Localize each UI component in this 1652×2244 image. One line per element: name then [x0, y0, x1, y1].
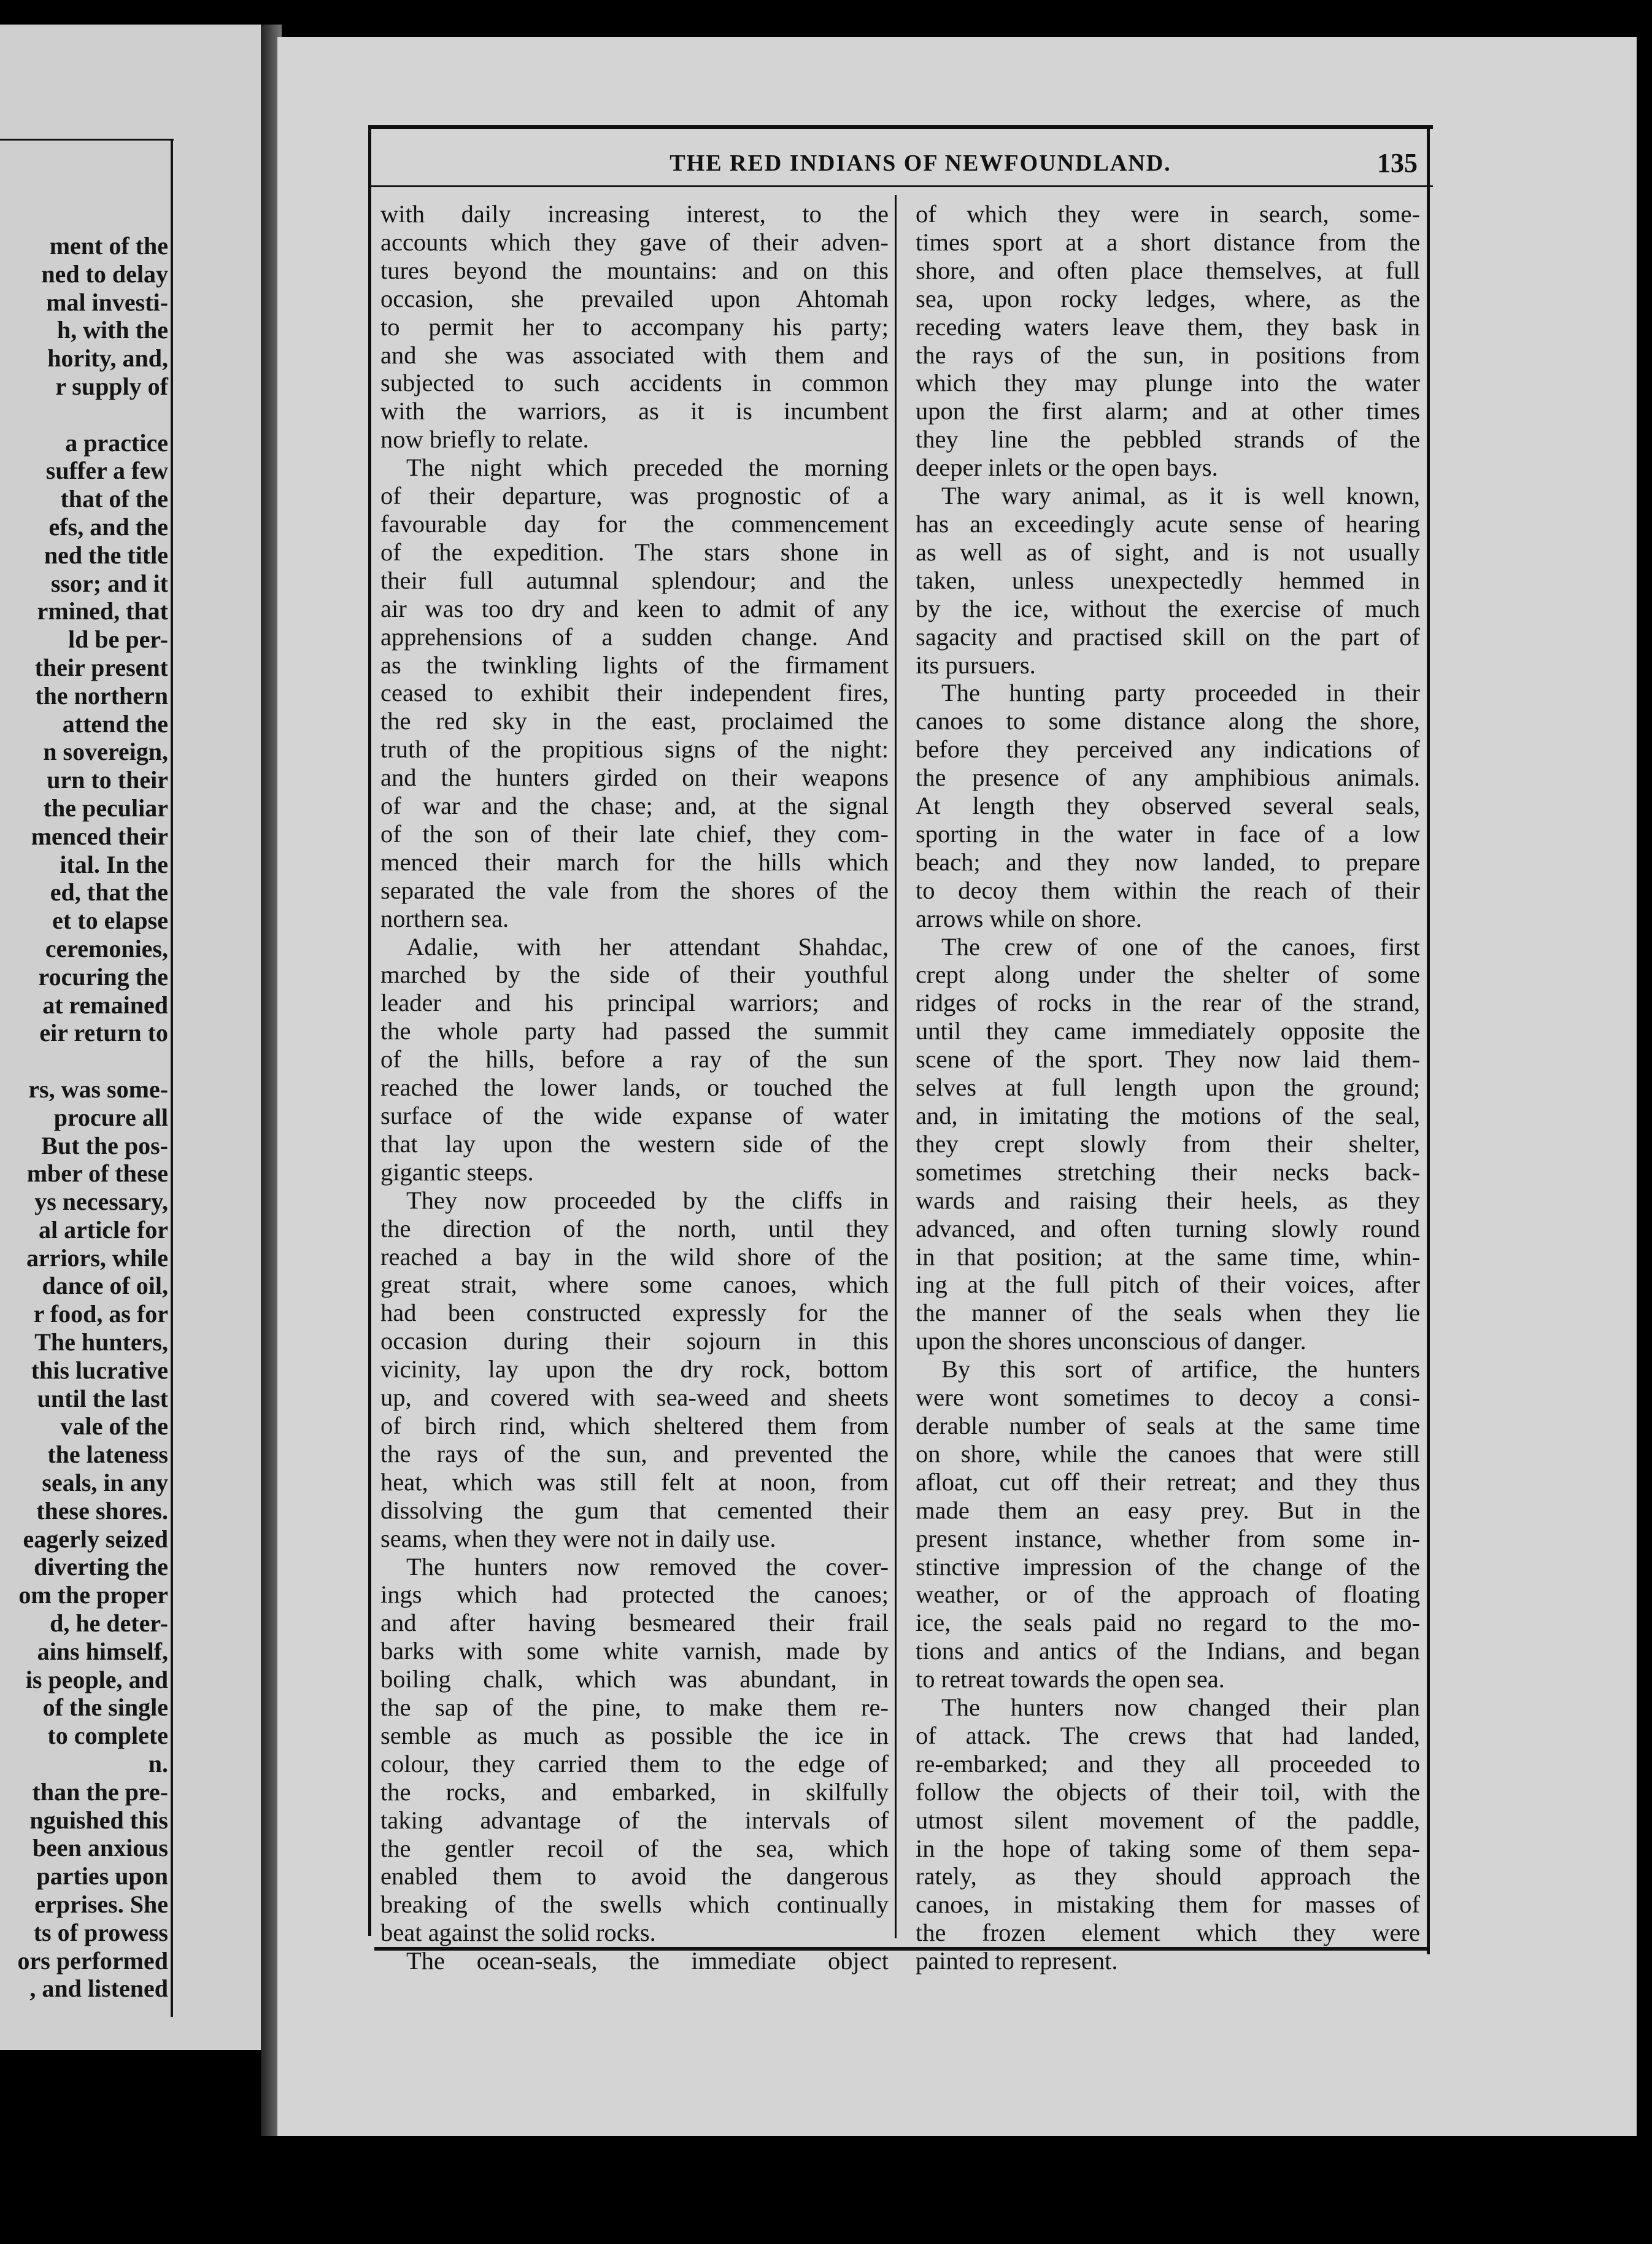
text-line: to retreat towards the open sea.: [916, 1665, 1225, 1693]
text-line: northern sea.: [380, 904, 509, 932]
text-line: stinctive impression of the change of the: [916, 1552, 1420, 1580]
text-line: leader and his principal warriors; and: [380, 989, 889, 1017]
text-line: barks with some white varnish, made by: [380, 1637, 889, 1665]
text-line: the frozen element which they were: [916, 1919, 1420, 1947]
text-line: times sport at a short distance from the: [916, 228, 1420, 256]
text-line: sea, upon rocky ledges, where, as the: [916, 284, 1420, 312]
text-line: The hunters now changed their plan: [941, 1693, 1420, 1722]
text-line: ice, the seals paid no regard to the mo-: [916, 1609, 1420, 1637]
text-line: gigantic steeps.: [380, 1158, 534, 1186]
header-rule: [368, 185, 1433, 187]
facing-page-line: erprises. She: [34, 1890, 168, 1919]
facing-page-line: a practice: [65, 428, 168, 457]
facing-page-line: ned the title: [44, 541, 168, 569]
text-line: the whole party had passed the summit: [380, 1017, 889, 1045]
text-line: accounts which they gave of their adven-: [380, 228, 889, 256]
text-line: made them an easy prey. But in the: [916, 1496, 1420, 1524]
text-line: by the ice, without the exercise of much: [916, 594, 1420, 622]
text-line: heat, which was still felt at noon, from: [380, 1468, 889, 1496]
frame-right-rule: [1427, 125, 1430, 1954]
text-line: in that position; at the same time, whin-: [916, 1242, 1420, 1271]
text-line: occasion during their sojourn in this: [380, 1327, 889, 1355]
text-line: up, and covered with sea-weed and sheets: [380, 1383, 889, 1412]
text-line: and after having besmeared their frail: [380, 1609, 889, 1637]
text-line: were wont sometimes to decoy a consi-: [916, 1383, 1420, 1412]
facing-page-line: efs, and the: [48, 513, 168, 541]
text-line: great strait, where some canoes, which: [380, 1271, 889, 1299]
text-line: re-embarked; and they all proceeded to: [916, 1749, 1420, 1778]
facing-page-line: ceremonies,: [45, 934, 168, 962]
facing-page-line: ed, that the: [50, 878, 168, 907]
text-line: separated the vale from the shores of the: [380, 876, 889, 904]
text-line: upon the first alarm; and at other times: [916, 397, 1420, 425]
text-line: now briefly to relate.: [380, 425, 589, 454]
frame-left-rule: [368, 125, 371, 1936]
text-line: seams, when they were not in daily use.: [380, 1524, 776, 1552]
text-line: enabled them to avoid the dangerous: [380, 1862, 889, 1890]
text-line: The crew of one of the canoes, first: [941, 932, 1420, 961]
facing-page-line: nguished this: [29, 1806, 168, 1834]
text-line: its pursuers.: [916, 651, 1036, 679]
facing-page-line: vale of the: [60, 1412, 168, 1441]
frame-top-rule: [368, 125, 1433, 129]
facing-page-line: at remained: [42, 991, 168, 1019]
text-line: The night which preceded the morning: [406, 454, 889, 482]
text-line: ings which had protected the canoes;: [380, 1580, 889, 1609]
facing-page-line: ment of the: [49, 232, 168, 260]
text-line: selves at full length upon the ground;: [916, 1074, 1420, 1102]
facing-page-line: But the pos-: [41, 1131, 168, 1159]
facing-page-line: ssor; and it: [50, 569, 168, 597]
facing-page-line: the peculiar: [43, 794, 168, 822]
text-line: on shore, while the canoes that were still: [916, 1439, 1420, 1468]
text-line: in the hope of taking some of them sepa-: [916, 1834, 1420, 1862]
text-line: as well as of sight, and is not usually: [916, 538, 1420, 566]
text-line: beat against the solid rocks.: [380, 1919, 656, 1947]
facing-page-line: diverting the: [34, 1553, 168, 1581]
text-line: of the hills, before a ray of the sun: [380, 1045, 889, 1074]
facing-page-line: et to elapse: [52, 907, 168, 935]
text-line: with the warriors, as it is incumbent: [380, 397, 889, 425]
facing-page-line: these shores.: [36, 1496, 168, 1525]
text-line: the red sky in the east, proclaimed the: [380, 707, 889, 735]
text-line: and the hunters girded on their weapons: [380, 764, 889, 792]
text-line: receding waters leave them, they bask in: [916, 312, 1420, 341]
facing-page-line: eir return to: [39, 1019, 168, 1047]
running-head: THE RED INDIANS OF NEWFOUNDLAND.: [670, 150, 1171, 176]
facing-page-line: [0, 1047, 172, 1075]
facing-page-line: attend the: [62, 710, 168, 738]
text-line: beach; and they now landed, to prepare: [916, 848, 1420, 876]
text-line: had been constructed expressly for the: [380, 1299, 889, 1327]
text-line: as the twinkling lights of the firmament: [380, 651, 889, 679]
facing-page-line: dance of oil,: [42, 1272, 168, 1300]
text-line: of the son of their late chief, they com-: [380, 819, 889, 848]
text-line: the sap of the pine, to make them re-: [380, 1693, 889, 1722]
text-line: the gentler recoil of the sea, which: [380, 1834, 889, 1862]
text-line: the direction of the north, until they: [380, 1214, 889, 1242]
facing-page-line: om the proper: [18, 1581, 168, 1609]
text-line: menced their march for the hills which: [380, 848, 889, 876]
text-line: apprehensions of a sudden change. And: [380, 622, 889, 651]
text-line: which they may plunge into the water: [916, 369, 1420, 397]
text-line: and she was associated with them and: [380, 341, 889, 369]
text-line: canoes, in mistaking them for masses of: [916, 1890, 1420, 1919]
text-column-right: [916, 200, 1420, 1975]
text-line: ceased to exhibit their independent fires,: [380, 679, 889, 707]
facing-page-line: the lateness: [47, 1441, 168, 1469]
text-line: By this sort of artifice, the hunters: [941, 1355, 1420, 1383]
facing-page-line: is people, and: [25, 1665, 168, 1693]
text-line: of war and the chase; and, at the signal: [380, 792, 889, 820]
text-line: boiling chalk, which was abundant, in: [380, 1665, 889, 1693]
text-line: favourable day for the commencement: [380, 509, 889, 538]
facing-page-line: ors performed: [17, 1946, 168, 1975]
facing-page-line: al article for: [39, 1215, 168, 1244]
facing-page-line: , and listened: [29, 1975, 168, 2003]
facing-page-line: d, he deter-: [50, 1609, 168, 1638]
facing-page-line: The hunters,: [34, 1328, 168, 1356]
text-line: The hunting party proceeded in their: [941, 679, 1420, 707]
text-line: tures beyond the mountains: and on this: [380, 256, 889, 284]
text-line: of birch rind, which sheltered them from: [380, 1411, 889, 1439]
text-line: the rocks, and embarked, in skilfully: [380, 1778, 889, 1806]
text-line: At length they observed several seals,: [916, 792, 1420, 820]
facing-page-text: [0, 232, 172, 2003]
text-line: present instance, whether from some in-: [916, 1524, 1420, 1552]
text-line: ridges of rocks in the rear of the strand,: [916, 989, 1420, 1017]
text-line: of their departure, was prognostic of a: [380, 482, 889, 510]
facing-page-line: rocuring the: [38, 962, 168, 991]
text-line: canoes to some distance along the shore,: [916, 707, 1420, 735]
facing-page-line: than the pre-: [32, 1778, 168, 1806]
text-line: has an exceedingly acute sense of hearing: [916, 509, 1420, 538]
facing-page-line: ts of prowess: [33, 1918, 168, 1946]
text-line: crept along under the shelter of some: [916, 961, 1420, 989]
text-line: of which they were in search, some-: [916, 200, 1420, 228]
text-line: reached the lower lands, or touched the: [380, 1074, 889, 1102]
facing-page-line: n.: [148, 1750, 168, 1778]
facing-page-line: that of the: [60, 485, 168, 513]
facing-page-line: rs, was some-: [28, 1075, 168, 1103]
facing-page-line: of the single: [42, 1693, 168, 1722]
text-line: truth of the propitious signs of the night:: [380, 735, 889, 764]
facing-page-line: arriors, while: [26, 1244, 168, 1272]
text-line: follow the objects of their toil, with the: [916, 1778, 1420, 1806]
text-line: The hunters now removed the cover-: [406, 1552, 889, 1580]
facing-page-line: procure all: [53, 1103, 168, 1131]
text-line: with daily increasing interest, to the: [380, 200, 889, 228]
text-line: advanced, and often turning slowly round: [916, 1214, 1420, 1242]
text-line: shore, and often place themselves, at full: [916, 256, 1420, 284]
text-line: until they came immediately opposite the: [916, 1017, 1420, 1045]
text-line: occasion, she prevailed upon Ahtomah: [380, 284, 889, 312]
facing-page-line: r food, as for: [33, 1300, 168, 1328]
facing-page-fragment: [0, 25, 261, 2050]
text-line: the rays of the sun, in positions from: [916, 341, 1420, 369]
text-line: the presence of any amphibious animals.: [916, 764, 1420, 792]
facing-page-line: ital. In the: [60, 850, 168, 878]
text-line: and, in imitating the motions of the seal,: [916, 1102, 1420, 1129]
text-line: sporting in the water in face of a low: [916, 819, 1420, 848]
facing-page-line: ains himself,: [37, 1637, 168, 1665]
text-line: before they perceived any indications of: [916, 735, 1420, 764]
text-line: dissolving the gum that cemented their: [380, 1496, 889, 1524]
text-line: they line the pebbled strands of the: [916, 425, 1420, 454]
text-column-left: [380, 200, 889, 1975]
text-line: wards and raising their heels, as they: [916, 1186, 1420, 1214]
text-line: scene of the sport. They now laid them-: [916, 1045, 1420, 1074]
text-line: vicinity, lay upon the dry rock, bottom: [380, 1355, 889, 1383]
facing-page-head-rule: [0, 139, 174, 141]
text-line: of attack. The crews that had landed,: [916, 1721, 1420, 1749]
facing-page-line: ned to delay: [41, 260, 168, 288]
text-line: they crept slowly from their shelter,: [916, 1129, 1420, 1158]
facing-page-line: ld be per-: [68, 625, 168, 654]
text-line: derable number of seals at the same time: [916, 1411, 1420, 1439]
facing-page-line: seals, in any: [42, 1469, 168, 1497]
text-line: taken, unless unexpectedly hemmed in: [916, 566, 1420, 594]
facing-page-line: to complete: [47, 1722, 168, 1750]
text-line: upon the shores unconscious of danger.: [916, 1327, 1307, 1355]
facing-page-line: urn to their: [47, 766, 168, 794]
facing-page-line: menced their: [31, 822, 168, 850]
facing-page-line: this lucrative: [31, 1356, 168, 1384]
facing-page-line: the northern: [35, 681, 168, 710]
text-line: to permit her to accompany his party;: [380, 312, 889, 341]
text-line: to decoy them within the reach of their: [916, 876, 1420, 904]
text-line: utmost silent movement of the paddle,: [916, 1806, 1420, 1834]
facing-page-line: hority, and,: [47, 344, 168, 373]
text-line: afloat, cut off their retreat; and they thus: [916, 1468, 1420, 1496]
text-line: colour, they carried them to the edge of: [380, 1749, 889, 1778]
facing-page-line: suffer a few: [45, 457, 168, 485]
text-line: deeper inlets or the open bays.: [916, 454, 1218, 482]
facing-page-line: their present: [34, 653, 168, 681]
text-line: air was too dry and keen to admit of any: [380, 594, 889, 622]
facing-page-line: eagerly seized: [23, 1525, 168, 1553]
text-line: painted to represent.: [916, 1947, 1118, 1975]
text-line: sometimes stretching their necks back-: [916, 1158, 1420, 1186]
text-line: that lay upon the western side of the: [380, 1129, 889, 1158]
facing-page-line: until the last: [37, 1384, 168, 1412]
facing-page-line: parties upon: [36, 1862, 168, 1890]
text-line: rately, as they should approach the: [916, 1862, 1420, 1890]
text-line: ing at the full pitch of their voices, after: [916, 1271, 1420, 1299]
facing-page-line: r supply of: [55, 372, 168, 400]
text-line: taking advantage of the intervals of: [380, 1806, 889, 1834]
text-line: of the expedition. The stars shone in: [380, 538, 889, 566]
text-line: They now proceeded by the cliffs in: [406, 1186, 889, 1214]
text-line: their full autumnal splendour; and the: [380, 566, 889, 594]
text-line: subjected to such accidents in common: [380, 369, 889, 397]
text-line: tions and antics of the Indians, and began: [916, 1637, 1420, 1665]
facing-page-line: mal investi-: [46, 288, 168, 316]
facing-page-line: h, with the: [56, 316, 168, 344]
facing-page-line: ys necessary,: [34, 1188, 168, 1216]
facing-page-line: been anxious: [32, 1834, 168, 1862]
text-line: arrows while on shore.: [916, 904, 1142, 932]
text-line: surface of the wide expanse of water: [380, 1102, 889, 1129]
text-line: sagacity and practised skill on the part of: [916, 622, 1420, 651]
text-line: reached a bay in the wild shore of the: [380, 1242, 889, 1271]
text-line: weather, or of the approach of floating: [916, 1580, 1420, 1609]
text-line: semble as much as possible the ice in: [380, 1721, 889, 1749]
text-line: marched by the side of their youthful: [380, 961, 889, 989]
facing-page-line: n sovereign,: [43, 738, 168, 766]
text-line: The ocean-seals, the immediate object: [406, 1947, 889, 1975]
facing-page-line: [0, 401, 172, 429]
column-divider: [895, 195, 897, 1938]
facing-page-line: rmined, that: [37, 597, 168, 625]
text-line: breaking of the swells which continually: [380, 1890, 889, 1919]
page-number: 135: [1377, 148, 1418, 178]
text-line: The wary animal, as it is well known,: [941, 482, 1420, 510]
text-line: the rays of the sun, and prevented the: [380, 1439, 889, 1468]
facing-page-line: mber of these: [26, 1159, 168, 1188]
text-line: Adalie, with her attendant Shahdac,: [406, 932, 889, 961]
text-line: the manner of the seals when they lie: [916, 1299, 1420, 1327]
